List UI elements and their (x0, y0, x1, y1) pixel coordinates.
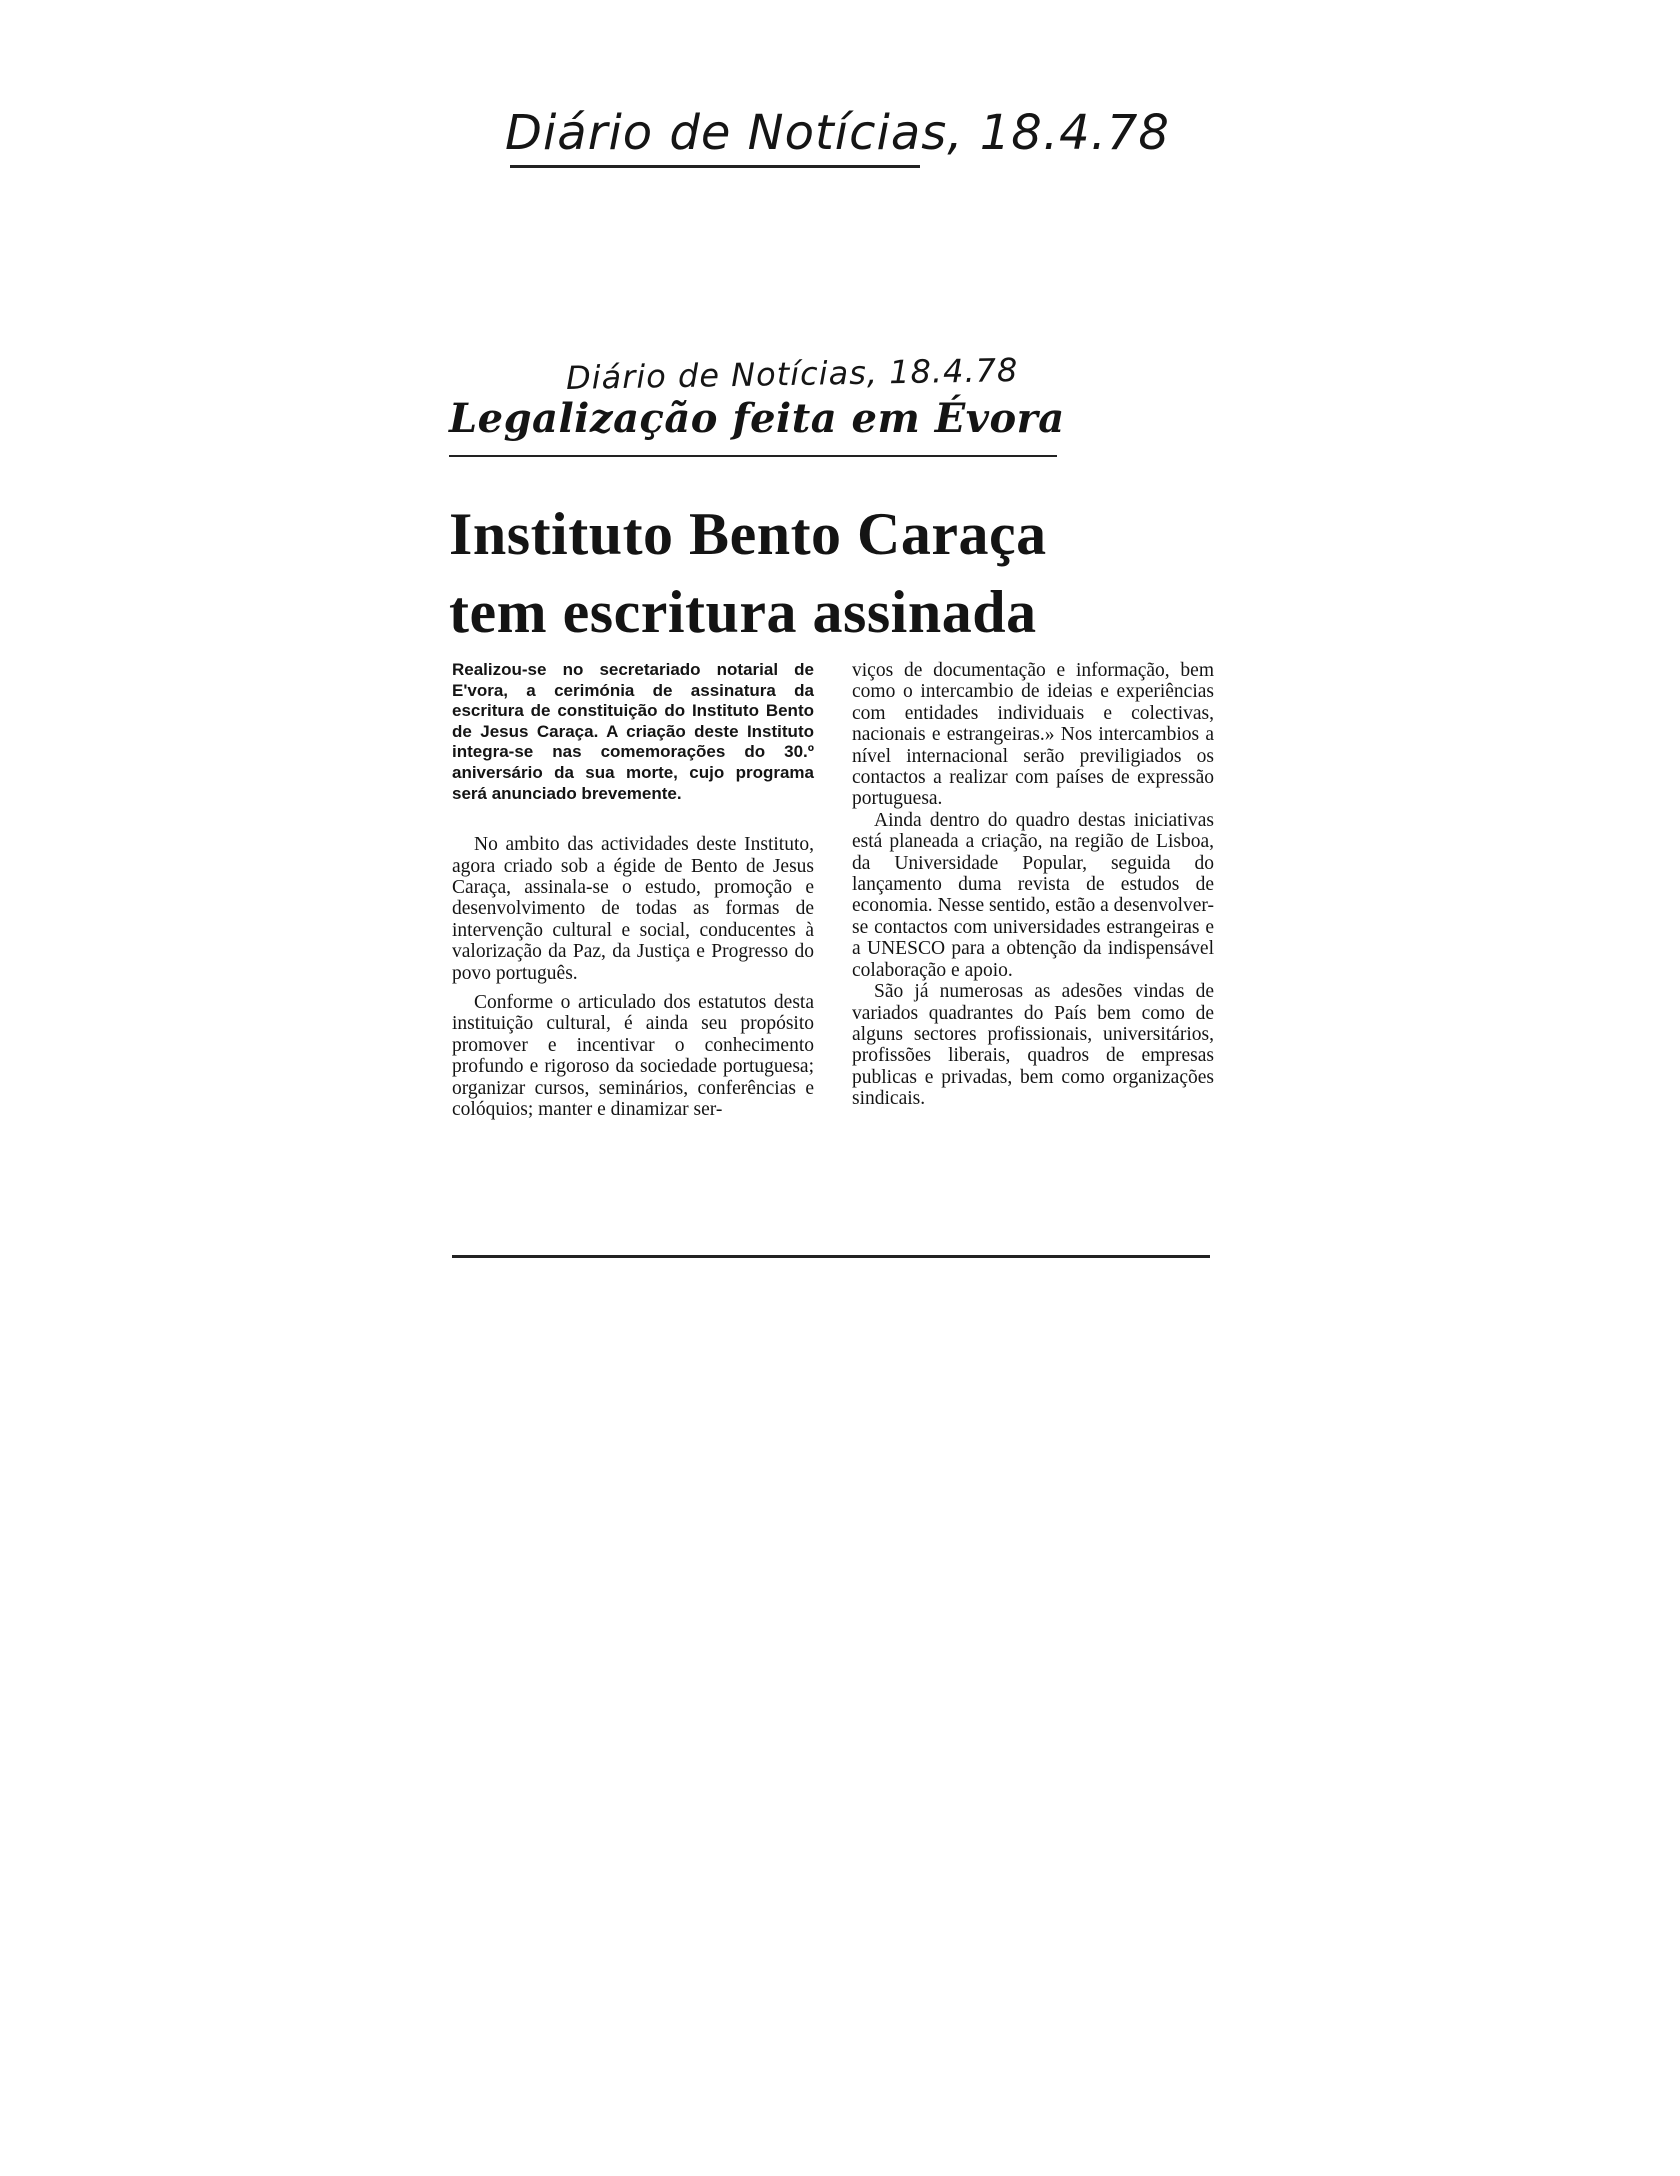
kicker-divider (449, 455, 1057, 457)
headline-line-1: Instituto Bento Caraça (449, 501, 1047, 567)
handwritten-source-note-clipping: Diário de Notícias, 18.4.78 (565, 351, 1019, 397)
article-paragraph: No ambito das actividades deste Instituto, agora criado sob a égide de Bento de Jesus Caraça, assinala-se o estudo, promoção e desenvolvimento de todas as formas de intervenção cultural e social, conducentes à valorização da Paz, da Justiça e Progresso do povo português. (452, 834, 814, 984)
article-kicker: Legalização feita em Évora (449, 395, 1065, 442)
handwritten-underline (510, 165, 920, 168)
article-column-left (452, 660, 814, 1120)
article-paragraph: Conforme o articulado dos estatutos desta instituição cultural, é ainda seu propósito promover e incentivar o conhecimento profundo e rigoroso da sociedade portuguesa; organizar cursos, seminários, conferências e colóquios; manter e dinamizar ser- (452, 992, 814, 1121)
article-lead: Realizou-se no secretariado notarial de E'vora, a cerimónia de assinatura da escritura de constituição do Instituto Bento de Jesus Caraça. A criação deste Instituto integra-se nas comemorações do 30.º aniversário da sua morte, cujo programa será anunciado brevemente. (452, 660, 814, 803)
handwritten-source-note: Diário de Notícias, 18.4.78 (505, 105, 1170, 161)
headline-line-2: tem escritura assinada (449, 579, 1037, 645)
article-column-right (852, 660, 1214, 1110)
article-paragraph: viços de documentação e informação, bem como o intercambio de ideias e experiências com entidades individuais e colectivas, nacionais e estrangeiras.» Nos intercambios a nível internacional serão previligiados os contactos a realizar com países de expressão portuguesa. (852, 660, 1214, 810)
article-paragraph: Ainda dentro do quadro destas iniciativas está planeada a criação, na região de Lisboa, da Universidade Popular, seguida do lançamento duma revista de estudos de economia. Nesse sentido, estão a desenvolver-se contactos com universidades estrangeiras e a UNESCO para a obtenção da indispensável colaboração e apoio. (852, 809, 1214, 981)
article-bottom-divider (452, 1255, 1210, 1258)
article-paragraph: São já numerosas as adesões vindas de variados quadrantes do País bem como de alguns sectores profissionais, universitários, profissões liberais, quadros de empresas publicas e privadas, bem como organizações sindicais. (852, 981, 1214, 1110)
article-headline (449, 495, 1089, 651)
